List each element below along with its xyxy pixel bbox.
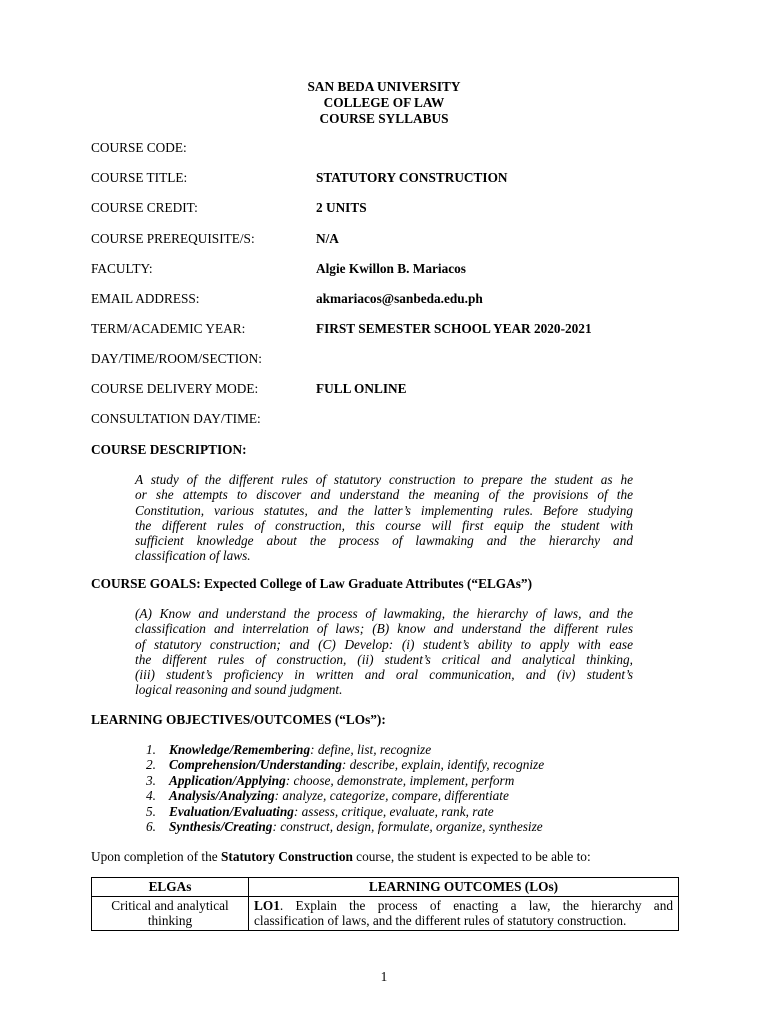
document-header bbox=[0, 79, 768, 127]
university-name: SAN BEDA UNIVERSITY bbox=[307, 79, 461, 94]
paragraph-line: classification of laws. bbox=[135, 548, 251, 564]
list-number: 3. bbox=[146, 772, 156, 788]
paragraph-line: the different rules of construction, (ii) student’s critical and analytical thinking, bbox=[135, 651, 633, 667]
field-label: CONSULTATION DAY/TIME: bbox=[91, 411, 261, 426]
field-label: EMAIL ADDRESS: bbox=[91, 291, 200, 306]
completion-text: Upon completion of the bbox=[91, 849, 221, 864]
table-header-row bbox=[92, 878, 679, 897]
objective-desc: : define, list, recognize bbox=[310, 742, 432, 757]
course-goals-text bbox=[135, 606, 633, 698]
paragraph-line: Constitution, various statutes, and the latter’s implementing rules. Before studying bbox=[135, 502, 633, 518]
elga-cell: Critical and analytical thinking bbox=[92, 896, 249, 930]
paragraph-line: classification and interrelation of laws; (B) know and understand the different rules bbox=[135, 621, 633, 637]
column-header-elgas: ELGAs bbox=[92, 878, 249, 897]
paragraph-line: sufficient knowledge about the process of lawmaking and the hierarchy and bbox=[135, 533, 633, 549]
lo-text: . Explain the process of enacting a law, the hierarchy and bbox=[279, 897, 673, 913]
field-value: FULL ONLINE bbox=[316, 381, 407, 396]
document-title: COURSE SYLLABUS bbox=[319, 111, 449, 126]
field-day-time-room-section bbox=[91, 351, 691, 369]
field-course-delivery-mode bbox=[91, 381, 691, 399]
paragraph-line: or she attempts to discover and understand the meaning of the provisions of the bbox=[135, 487, 633, 503]
objective-term: Evaluation/Evaluating bbox=[169, 803, 294, 819]
field-value: FIRST SEMESTER SCHOOL YEAR 2020-2021 bbox=[316, 321, 592, 336]
outcomes-table bbox=[91, 877, 679, 931]
objective-term: Application/Applying bbox=[169, 772, 286, 788]
objective-desc: : analyze, categorize, compare, differentiate bbox=[274, 788, 509, 804]
paragraph-line: logical reasoning and sound judgment. bbox=[135, 682, 343, 698]
field-term-academic-year bbox=[91, 321, 691, 339]
course-description-heading: COURSE DESCRIPTION: bbox=[91, 442, 247, 457]
column-header-learning-outcomes: LEARNING OUTCOMES (LOs) bbox=[249, 878, 679, 897]
paragraph-line: (A) Know and understand the process of lawmaking, the hierarchy of laws, and the bbox=[135, 606, 633, 621]
field-label: FACULTY: bbox=[91, 261, 153, 276]
field-label: COURSE TITLE: bbox=[91, 170, 188, 185]
objective-term: Knowledge/Remembering bbox=[169, 742, 311, 757]
field-label: COURSE PREREQUISITE/S: bbox=[91, 231, 255, 246]
field-label: TERM/ACADEMIC YEAR: bbox=[91, 321, 246, 336]
field-label: COURSE DELIVERY MODE: bbox=[91, 381, 259, 396]
field-value: Algie Kwillon B. Mariacos bbox=[316, 261, 466, 276]
field-course-code bbox=[91, 140, 691, 158]
field-course-credit bbox=[91, 200, 691, 218]
learning-objectives-heading: LEARNING OBJECTIVES/OUTCOMES (“LOs”): bbox=[91, 712, 386, 727]
field-label: COURSE CODE: bbox=[91, 140, 187, 155]
objective-desc: : construct, design, formulate, organize, synthesize bbox=[272, 818, 543, 834]
lo-code: LO1 bbox=[254, 897, 280, 913]
paragraph-line: (iii) student’s proficiency in written and oral communication, and (iv) student’s bbox=[135, 667, 633, 683]
field-value: akmariacos@sanbeda.edu.ph bbox=[316, 291, 483, 306]
course-name: Statutory Construction bbox=[221, 849, 353, 864]
paragraph-line: the different rules of construction, this course will first equip the student with bbox=[135, 517, 633, 533]
objective-desc: : assess, critique, evaluate, rank, rate bbox=[293, 803, 494, 819]
completion-text: course, the student is expected to be able to: bbox=[352, 849, 591, 864]
list-number: 5. bbox=[146, 803, 156, 819]
page-number: 1 bbox=[380, 969, 388, 984]
field-consultation-day-time bbox=[91, 411, 691, 429]
objective-term: Analysis/Analyzing bbox=[169, 788, 275, 804]
list-number: 4. bbox=[146, 788, 156, 804]
objective-desc: : describe, explain, identify, recognize bbox=[341, 757, 545, 773]
course-goals-heading: COURSE GOALS: Expected College of Law Graduate Attributes (“ELGAs”) bbox=[91, 576, 533, 591]
field-value: 2 UNITS bbox=[316, 200, 367, 215]
completion-statement bbox=[91, 849, 591, 865]
objective-term: Synthesis/Creating bbox=[169, 818, 273, 834]
table-row bbox=[92, 896, 679, 930]
field-value: N/A bbox=[316, 231, 339, 246]
objective-term: Comprehension/Understanding bbox=[169, 757, 342, 773]
lo-text: classification of laws, and the different rules of statutory construction. bbox=[254, 913, 627, 928]
college-name: COLLEGE OF LAW bbox=[323, 95, 445, 110]
paragraph-line: A study of the different rules of statutory construction to prepare the student as he bbox=[135, 472, 633, 487]
list-number: 6. bbox=[146, 818, 156, 834]
list-number: 2. bbox=[146, 757, 156, 773]
list-number: 1. bbox=[146, 742, 156, 757]
field-label: DAY/TIME/ROOM/SECTION: bbox=[91, 351, 262, 366]
field-value: STATUTORY CONSTRUCTION bbox=[316, 170, 508, 185]
field-email-address bbox=[91, 291, 691, 309]
objective-desc: : choose, demonstrate, implement, perform bbox=[285, 772, 515, 788]
field-label: COURSE CREDIT: bbox=[91, 200, 198, 215]
learning-outcome-cell bbox=[249, 896, 679, 930]
paragraph-line: of statutory construction; and (C) Develop: (i) student’s ability to apply with ease bbox=[135, 636, 633, 652]
field-course-prerequisite bbox=[91, 231, 691, 249]
field-faculty bbox=[91, 261, 691, 279]
course-description-text bbox=[135, 472, 633, 564]
field-course-title bbox=[91, 170, 691, 188]
